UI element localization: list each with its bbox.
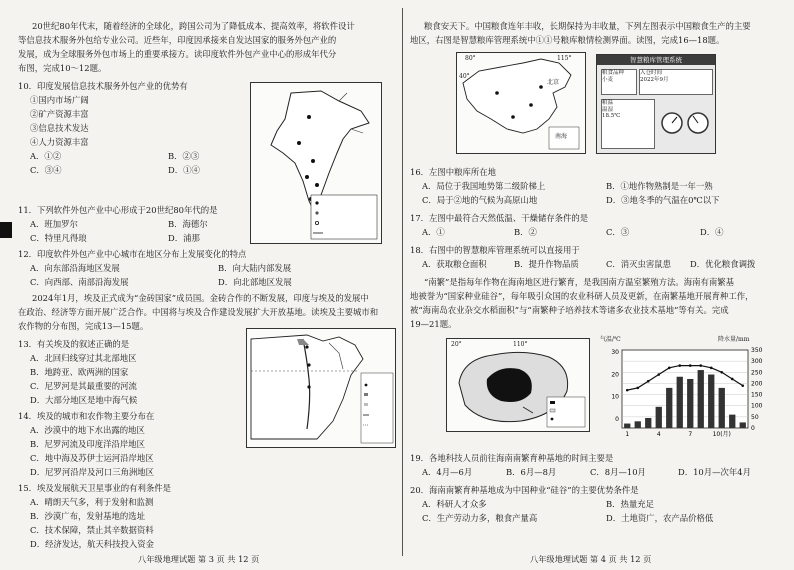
q20-opt: C．生产劳动力多，粮食产量高 xyxy=(422,513,538,523)
storage-time-cell: 入仓时间 2022年9月 xyxy=(639,69,713,95)
q13-opt: C．尼罗河是其最重要的河流 xyxy=(30,381,137,391)
q14-opt: C．地中海及苏伊士运河沿岸地区 xyxy=(30,453,154,463)
q14-opt: D．尼罗河沿岸及河口三角洲地区 xyxy=(30,467,154,477)
china-map-figure xyxy=(456,52,586,154)
precip-bar xyxy=(635,421,641,428)
q15-opt: D．经济发达，航天科技投入资金 xyxy=(30,539,154,549)
hainan-map-figure xyxy=(446,338,590,432)
q11-opt: B．海德尔 xyxy=(168,219,208,229)
intro-line: 发展，成为全球服务外包市场上的重要承接方。读印度软件外包产业中心的形成年代分 xyxy=(18,49,337,59)
q13-opt: B．地跨亚、欧两洲的国家 xyxy=(30,367,129,377)
y2-tick-label: 250 xyxy=(751,369,763,377)
precip-bar xyxy=(677,377,683,428)
q15-opt: A．晴朗天气多，利于发射和监测 xyxy=(30,497,154,507)
y-tick-label: 20 xyxy=(611,371,619,379)
temp-point xyxy=(710,367,713,370)
map-lon-label: 115° xyxy=(557,55,572,62)
precip-bar xyxy=(698,370,704,428)
precip-bar xyxy=(719,388,725,428)
intro2-line: 被“海南岛农业杂交水稻面积”与“南繁种子培养技术等诸多农业技术基地”等有关。完成 xyxy=(410,305,729,315)
y-tick-label: 30 xyxy=(611,349,619,356)
q20-opt: A．科研人才众多 xyxy=(422,499,487,509)
page-divider xyxy=(402,8,403,556)
temp-point xyxy=(626,389,629,392)
intro2-line: 2024年1月，埃及正式成为“金砖国家”成员国。金砖合作的不断发展，印度与埃及的发展中 xyxy=(32,293,369,303)
q10-opt: ②矿产资源丰富 xyxy=(30,109,89,119)
intro2-line: 农作物的分布图，完成13—15题。 xyxy=(18,321,149,331)
map-lon-label: 80° xyxy=(465,55,476,62)
map-sea-label: 南海 xyxy=(555,133,568,140)
q14-stem: 14．埃及的城市和农作物主要分布在 xyxy=(18,411,155,421)
temp-point xyxy=(636,387,639,390)
y2-tick-label: 350 xyxy=(751,347,763,354)
q17-opt: D．④ xyxy=(700,227,724,237)
q15-stem: 15．埃及发展航天卫星事业的有利条件是 xyxy=(18,483,172,493)
hainan-lon-label: 110° xyxy=(513,341,528,348)
india-map-figure xyxy=(250,82,382,244)
climate-chart xyxy=(600,336,780,444)
q10-opt: ④人力资源丰富 xyxy=(30,137,89,147)
hainan-lat-label: 20° xyxy=(451,341,462,348)
y2-tick-label: 300 xyxy=(751,358,763,366)
x-tick-label: 7 xyxy=(688,431,693,438)
intro-line: 等信息技术服务外包给专业公司。近些年，印度因承接来自发达国家的服务外包产业的 xyxy=(18,35,337,45)
chart-ylabel: 气温/℃ xyxy=(600,336,621,343)
q18-opt: B．提升作物品质 xyxy=(514,259,579,269)
q11-opt: D．浦那 xyxy=(168,233,200,243)
q17-opt: C．③ xyxy=(606,227,630,237)
x-tick-label: 10(月) xyxy=(712,431,731,438)
intro-line: 20世纪80年代末，随着经济的全球化，跨国公司为了降低成本、提高效率，将软件设计 xyxy=(32,21,355,31)
q14-opt: A．沙漠中的地下水出露的地区 xyxy=(30,425,145,435)
grain-type-cell: 粮食品种 小麦 xyxy=(601,69,637,95)
page-footer: 八年级地理试题 第 4 页 共 12 页 xyxy=(530,554,652,564)
precip-bar xyxy=(740,422,746,428)
precip-bar xyxy=(687,379,693,428)
q19-opt: B．6月—8月 xyxy=(506,467,557,477)
q19-stem: 19．各地科技人员前往海南南繁育种基地的时间主要是 xyxy=(410,453,614,463)
climate-chart-svg xyxy=(600,344,780,444)
temp-cell: 粮温 温湿 18.5℃ xyxy=(601,99,655,149)
q16-opt: A．局位于我国地势第二级阶梯上 xyxy=(422,181,546,191)
egypt-map-figure xyxy=(246,328,396,448)
q18-opt: A．获取粮仓面积 xyxy=(422,259,487,269)
x-tick-label: 4 xyxy=(656,431,661,438)
precip-bar xyxy=(656,407,662,428)
q17-stem: 17．左图中最符合天然低温、干燥储存条件的是 xyxy=(410,213,589,223)
q13-opt: D．大部分地区是地中海气候 xyxy=(30,395,138,405)
q10-opt: ①国内市场广阔 xyxy=(30,95,89,105)
binding-mark xyxy=(0,222,12,238)
y2-tick-label: 100 xyxy=(751,402,763,410)
temp-point xyxy=(689,364,692,367)
egypt-map xyxy=(247,329,395,447)
temp-point xyxy=(720,371,723,374)
chart-y2label: 降水量/mm xyxy=(718,336,750,343)
left-page xyxy=(18,0,396,570)
q12-opt: D．向北部地区发展 xyxy=(218,277,292,287)
q19-opt: A．4月—6月 xyxy=(422,467,473,477)
q10-stem: 10．印度发展信息技术服务外包产业的优势有 xyxy=(18,81,188,91)
temp-point xyxy=(741,384,744,387)
y2-tick-label: 50 xyxy=(751,413,759,421)
plot-area xyxy=(622,350,748,428)
q15-opt: B．沙漠广布，发射基地的选址 xyxy=(30,511,146,521)
q16-opt: B．①地作物熟制是一年一熟 xyxy=(606,181,713,191)
q12-opt: A．向东部沿海地区发展 xyxy=(30,263,120,273)
q10-abcd: A．①② xyxy=(30,151,62,161)
y2-tick-label: 200 xyxy=(751,380,763,388)
q16-stem: 16．左图中粮库所在地 xyxy=(410,167,497,177)
intro-line: 粮食安天下。中国粮食连年丰收，长期保持为丰收量，下列左图表示中国粮食生产的主要 xyxy=(424,21,751,31)
precip-bar xyxy=(708,375,714,428)
q12-opt: C．向西部、南部沿海发展 xyxy=(30,277,129,287)
map-city-label: 北京 xyxy=(547,79,560,86)
q17-opt: A．① xyxy=(422,227,445,237)
map-lat-label: 40° xyxy=(459,73,470,80)
y2-tick-label: 0 xyxy=(751,425,755,432)
q12-opt: B．向大陆内部发展 xyxy=(218,263,292,273)
temp-point xyxy=(668,367,671,370)
q17-opt: B．② xyxy=(514,227,537,237)
q10-abcd: C．③④ xyxy=(30,165,62,175)
y-tick-label: 10 xyxy=(611,393,619,401)
intro2-line: 19—21题。 xyxy=(410,319,457,329)
q10-abcd: D．①④ xyxy=(168,165,200,175)
q11-opt: C．特里凡得琅 xyxy=(30,233,87,243)
q12-stem: 12．印度软件外包产业中心城市在地区分布上发展变化的特点 xyxy=(18,249,247,259)
q20-opt: B．热量充足 xyxy=(606,499,655,509)
temp-point xyxy=(731,378,734,381)
q11-stem: 11．下列软件外包产业中心形成于20世纪80年代的是 xyxy=(18,205,218,215)
intro-line: 地区，右图是智慧粮库管理系统中①①号粮库粮情检测界面。读图，完成16—18题。 xyxy=(410,35,725,45)
q19-opt: C．8月—10月 xyxy=(590,467,646,477)
granary-system-panel xyxy=(596,54,716,154)
page-footer: 八年级地理试题 第 3 页 共 12 页 xyxy=(138,554,260,564)
q16-opt: D．③地冬季的气温在0℃以下 xyxy=(606,195,720,205)
q10-abcd: B．②③ xyxy=(168,151,200,161)
precip-bar xyxy=(645,418,651,428)
right-page xyxy=(410,0,782,570)
q10-opt: ③信息技术发达 xyxy=(30,123,89,133)
x-tick-label: 1 xyxy=(625,431,630,438)
precip-bar xyxy=(666,388,672,428)
q13-stem: 13．有关埃及的叙述正确的是 xyxy=(18,339,130,349)
gauge-icon xyxy=(659,101,711,145)
intro-line: 布图，完成10～12题。 xyxy=(18,63,107,73)
temp-point xyxy=(657,373,660,376)
intro2-line: 地被誉为“国家种业硅谷”，每年吸引众国的农业科研人员及更新，在南繁基地开展育种工作， xyxy=(410,291,754,301)
q19-opt: D．10月—次年4月 xyxy=(678,467,751,477)
q15-opt: C．技术保障，禁止其辛数据资料 xyxy=(30,525,154,535)
precip-bar xyxy=(624,424,630,428)
y-tick-label: 0 xyxy=(615,416,619,424)
q18-opt: C．消灭虫害鼠患 xyxy=(606,259,672,269)
hainan-map xyxy=(447,339,589,431)
precip-bar xyxy=(729,415,735,428)
granary-system-title: 智慧粮库管理系统 xyxy=(597,55,715,65)
intro2-line: 在政治、经济等方面开展广泛合作。中国将与埃及合作建设发展扩大开放基地。读埃及主要城市和 xyxy=(18,307,379,317)
temp-point xyxy=(647,380,650,383)
india-map xyxy=(251,83,381,243)
intro2-line: “南繁”是指每年作物在海南地区进行繁育，是我国南方温室繁殖方法。海南有南繁基 xyxy=(424,277,735,287)
q18-stem: 18．右图中的智慧粮库管理系统可以直接用于 xyxy=(410,245,580,255)
temp-point xyxy=(699,364,702,367)
q20-stem: 20．海南南繁育种基地成为中国种业“硅谷”的主要优势条件是 xyxy=(410,485,639,495)
q16-opt: C．局于②地的气候为高原山地 xyxy=(422,195,538,205)
y2-tick-label: 150 xyxy=(751,391,763,399)
q11-opt: A．班加罗尔 xyxy=(30,219,78,229)
q18-opt: D．优化粮食调拨 xyxy=(690,259,756,269)
q13-opt: A．北回归线穿过其北部地区 xyxy=(30,353,137,363)
q14-opt: B．尼罗河流及印度洋沿岸地区 xyxy=(30,439,146,449)
temp-point xyxy=(678,364,681,367)
q20-opt: D．土地资广，农产品价格低 xyxy=(606,513,714,523)
